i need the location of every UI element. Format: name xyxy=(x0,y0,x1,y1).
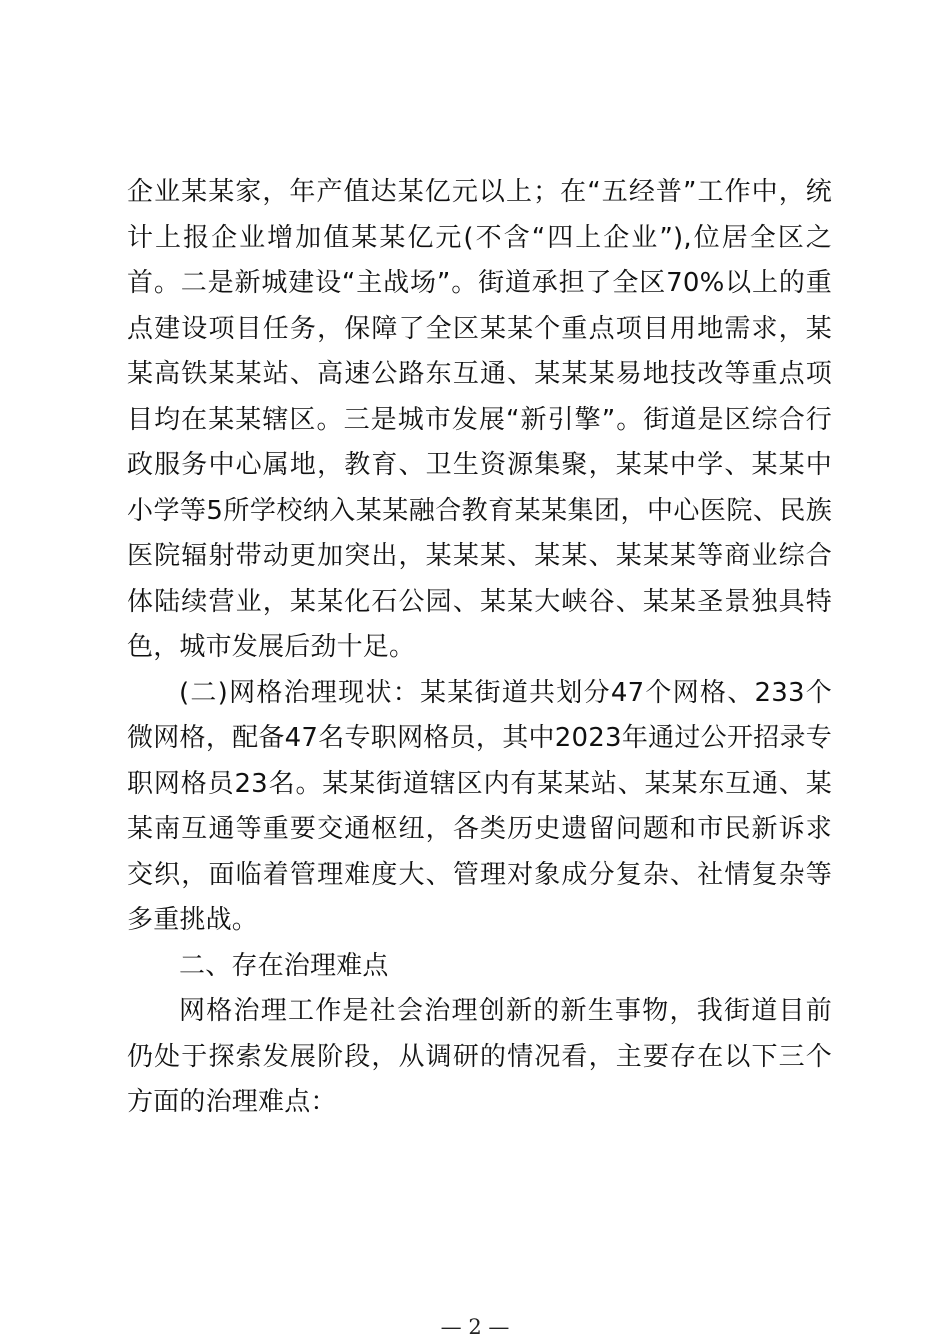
document-body xyxy=(127,170,832,1126)
section-heading: 二、存在治理难点 xyxy=(179,950,389,981)
paragraph-grid-status: (二)网格治理现状：某某街道共划分47个网格、233个微网格，配备47名专职网格员，其中2023年通过公开招录专职网格员23名。某某街道辖区内有某某站、某某东互通、某某南互通等重要交通枢纽，各类历史遗留问题和市民新诉求交织，面临着管理难度大、管理对象成分复杂、社情复杂等多重挑战。 xyxy=(127,677,832,935)
paragraph-continuation: 企业某某家，年产值达某亿元以上；在“五经普”工作中，统计上报企业增加值某某亿元(不含“四上企业”),位居全区之首。二是新城建设“主战场”。街道承担了全区70%以上的重点建设项目任务，保障了全区某某个重点项目用地需求，某某高铁某某站、高速公路东互通、某某某易地技改等重点项目均在某某辖区。三是城市发展“新引擎”。街道是区综合行政服务中心属地，教育、卫生资源集聚，某某中学、某某中小学等5所学校纳入某某融合教育某某集团，中心医院、民族医院辐射带动更加突出，某某某、某某、某某某等商业综合体陆续营业，某某化石公园、某某大峡谷、某某圣景独具特色，城市发展后劲十足。 xyxy=(127,177,832,662)
page-number: — 2 — xyxy=(440,1315,510,1339)
paragraph-section-intro: 网格治理工作是社会治理创新的新生事物，我街道目前仍处于探索发展阶段，从调研的情况看，主要存在以下三个方面的治理难点： xyxy=(127,996,832,1117)
